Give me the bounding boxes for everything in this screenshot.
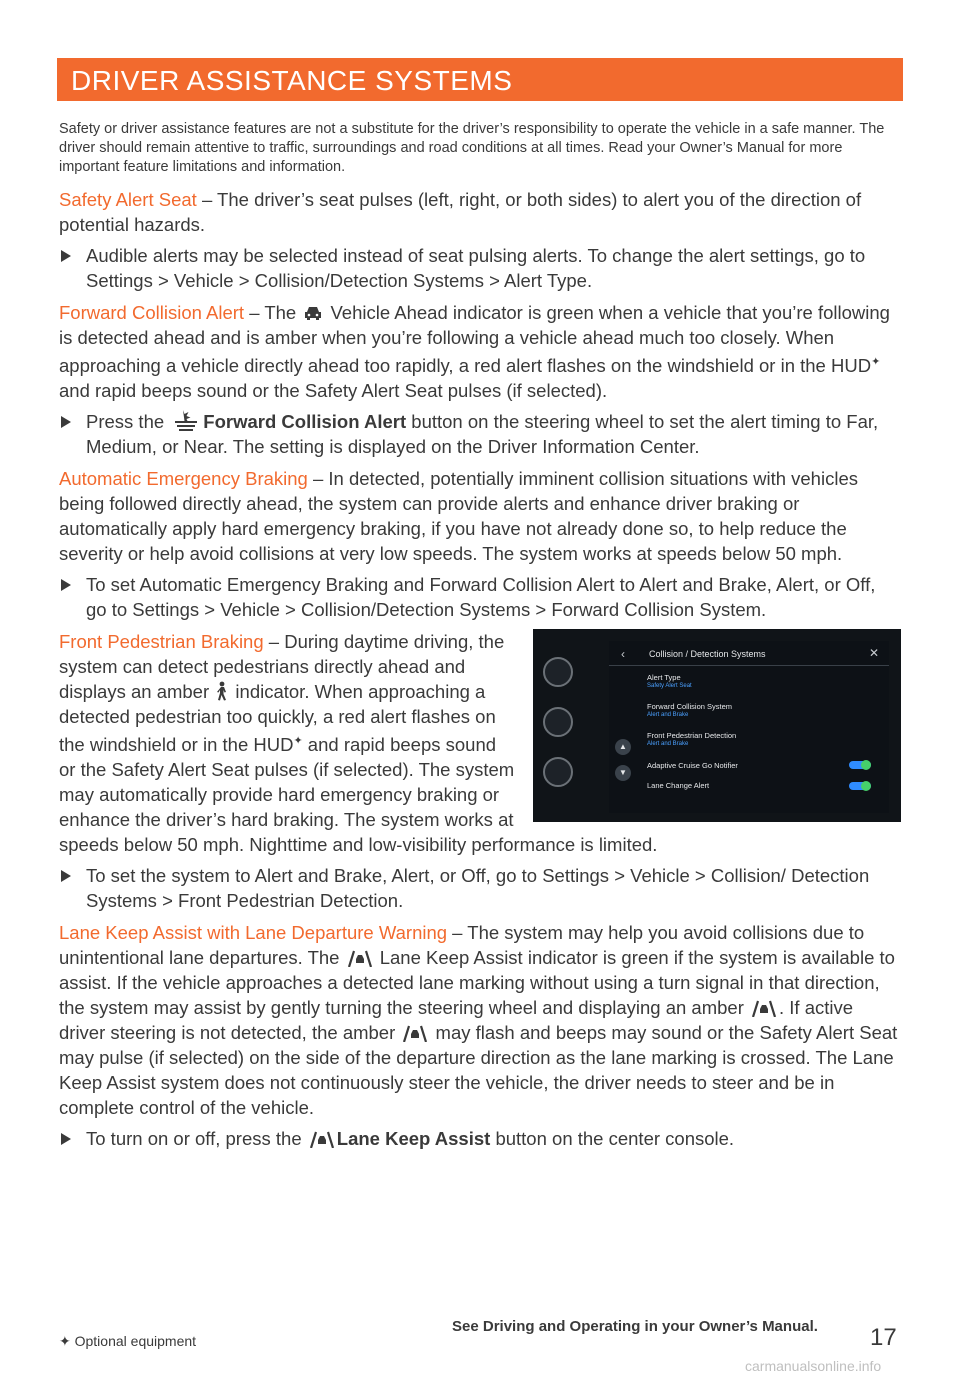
optional-equipment-footnote: ✦ Optional equipment bbox=[59, 1333, 197, 1349]
aeb-bullet bbox=[59, 572, 901, 622]
bullet-arrow-icon bbox=[61, 870, 71, 882]
vehicle-ahead-icon bbox=[303, 304, 323, 322]
row-value: Alert and Brake bbox=[647, 741, 689, 748]
dial-knob-icon bbox=[543, 757, 573, 787]
settings-row-acc-go-notifier[interactable] bbox=[647, 761, 738, 770]
pedestrian-bullet-text: To set the system to Alert and Brake, Alert, or Off, go to Settings > Vehicle > Collision/ Detection Systems > Front Pedestrian Detection. bbox=[86, 865, 870, 912]
row-label: Adaptive Cruise Go Notifier bbox=[647, 761, 738, 771]
settings-row-alert-type[interactable] bbox=[647, 673, 692, 689]
aeb-text: – In detected, potentially imminent collision situations with vehicles being followed directly ahead, the system can provide alerts and enhance driver braking or automatically apply hard emergency braking, if you have not already done so, to help reduce the severity or help avoid collisions at very low speeds. The system works at speeds below 50 mph. bbox=[59, 468, 858, 565]
forward-collision-text: – The bbox=[244, 302, 302, 323]
forward-collision-heading: Forward Collision Alert bbox=[59, 302, 245, 323]
disclaimer: Safety or driver assistance features are not a substitute for the driver’s responsibility to operate the vehicle in a safe manner. The driver should remain attentive to traffic, surroundings and road conditions at all times. Read your Owner’s Manual for more important feature limitations and information. bbox=[59, 121, 885, 175]
pedestrian-text: indicator. When approaching a detected pedestrian too quickly, a red alert flashes on the windshield or in the HUD bbox=[59, 681, 496, 756]
section-banner bbox=[57, 58, 903, 101]
aeb-paragraph bbox=[59, 466, 901, 566]
close-icon[interactable]: ✕ bbox=[868, 646, 879, 661]
pedestrian-heading: Front Pedestrian Braking bbox=[59, 631, 264, 653]
row-label: Alert Type bbox=[647, 673, 681, 683]
row-label: Front Pedestrian Detection bbox=[647, 731, 737, 741]
lane-change-alert-toggle[interactable] bbox=[849, 782, 871, 790]
scroll-up-icon[interactable]: ▲ bbox=[615, 739, 631, 755]
aeb-bullet-text: To set Automatic Emergency Braking and Forward Collision Alert to Alert and Brake, Alert, or Off, go to Settings > Vehicle > Collision/Detection Systems > Forward Collision System. bbox=[86, 574, 876, 621]
pedestrian-icon bbox=[216, 681, 228, 701]
row-value: Safety Alert Seat bbox=[647, 683, 692, 690]
forward-collision-text: Vehicle Ahead indicator is green when a vehicle that you’re following is detected ahead and is amber when you’re following a vehicle ahead much too closely. When approaching a vehicle directly ahead too rapidly, a red alert flashes on the windshield or in the HUD bbox=[59, 302, 890, 377]
settings-row-pedestrian[interactable] bbox=[647, 731, 736, 747]
pedestrian-text: – During daytime driving, the system can detect pedestrians directly ahead and displays an amber bbox=[59, 631, 505, 703]
lane-keep-assist-icon bbox=[309, 1130, 335, 1148]
forward-collision-paragraph bbox=[59, 300, 901, 403]
divider bbox=[609, 665, 889, 666]
safety-alert-bullet bbox=[59, 243, 901, 293]
lane-keep-assist-icon bbox=[751, 999, 777, 1017]
safety-alert-heading: Safety Alert Seat bbox=[59, 189, 197, 210]
back-icon[interactable]: ‹ bbox=[621, 647, 625, 662]
pedestrian-bullet bbox=[59, 863, 901, 913]
row-label: Lane Change Alert bbox=[647, 781, 710, 791]
lane-keep-text: – The system may help you avoid collisions due to unintentional lane departures. The bbox=[59, 922, 865, 969]
lane-keep-text: may flash and beeps may sound or the Safety Alert Seat may pulse (if selected) on the side of the departure direction as the lane marking is crossed. The Lane Keep Assist system does not continuously steer the vehicle, the driver needs to steer and be in complete control of the vehicle. bbox=[59, 1022, 898, 1119]
screen-title: Collision / Detection Systems bbox=[649, 649, 766, 660]
optional-mark: ✦ bbox=[871, 356, 881, 368]
see-owners-manual-note: See Driving and Operating in your Owner’s Manual. bbox=[452, 1318, 818, 1335]
bullet-text: button on the center console. bbox=[490, 1128, 735, 1150]
dial-knob-icon bbox=[543, 657, 573, 687]
bullet-text: button on the steering wheel to set the alert timing to Far, Medium, or Near. The setting is displayed on the Driver Information Center. bbox=[86, 411, 879, 458]
lane-keep-text: . If active driver steering is not detected, the amber bbox=[59, 997, 854, 1044]
optional-mark: ✦ bbox=[293, 735, 303, 748]
lane-keep-text: Lane Keep Assist indicator is green if the system is available to assist. If the vehicle approaches a detected lane marking without using a turn signal in that direction, the system may assist by gently turning the steering wheel and displaying an amber bbox=[59, 947, 895, 1019]
bullet-arrow-icon bbox=[61, 250, 71, 262]
scroll-down-icon[interactable]: ▼ bbox=[615, 765, 631, 781]
forward-collision-bullet bbox=[59, 409, 901, 459]
row-label: Forward Collision System bbox=[647, 702, 733, 712]
forward-collision-text: and rapid beeps sound or the Safety Alert Seat pulses (if selected). bbox=[59, 380, 608, 402]
settings-row-forward-collision[interactable] bbox=[647, 702, 732, 718]
bullet-arrow-icon bbox=[61, 579, 71, 591]
lane-keep-assist-icon bbox=[347, 949, 373, 967]
bullet-arrow-icon bbox=[61, 416, 71, 428]
forward-collision-alert-icon bbox=[171, 409, 201, 431]
page-number: 17 bbox=[870, 1324, 897, 1351]
bullet-text: Press the bbox=[86, 411, 170, 433]
bullet-text: To turn on or off, press the bbox=[86, 1128, 307, 1150]
aeb-heading: Automatic Emergency Braking bbox=[59, 468, 308, 490]
bullet-arrow-icon bbox=[61, 1133, 71, 1145]
watermark: carmanualsonline.info bbox=[745, 1358, 882, 1374]
pedestrian-text: and rapid beeps sound or the Safety Alert Seat pulses (if selected). The system may automatically provide hard emergency braking or enhance the driver’s hard braking. The system works at speeds below 50 mph. Nighttime and low-visibility performance is limited. bbox=[59, 734, 658, 856]
safety-alert-text: – The driver’s seat pulses (left, right, or both sides) to alert you of the direction of potential hazards. bbox=[59, 189, 862, 235]
content bbox=[59, 120, 901, 1158]
infotainment-screen bbox=[609, 641, 889, 813]
acc-go-notifier-toggle[interactable] bbox=[849, 761, 871, 769]
safety-alert-bullet-text: Audible alerts may be selected instead of seat pulsing alerts. To change the alert settings, go to Settings > Vehicle > Collision/Detection Systems > Alert Type. bbox=[86, 245, 866, 291]
dial-knob-icon bbox=[543, 707, 573, 737]
lane-keep-paragraph bbox=[59, 920, 901, 1120]
section-title: DRIVER ASSISTANCE SYSTEMS bbox=[71, 65, 513, 96]
row-value: Alert and Brake bbox=[647, 712, 689, 719]
lane-keep-assist-icon bbox=[402, 1024, 428, 1042]
lane-keep-heading: Lane Keep Assist with Lane Departure Warning bbox=[59, 922, 448, 944]
safety-alert-paragraph bbox=[59, 187, 901, 237]
forward-collision-button-label: Forward Collision Alert bbox=[203, 411, 407, 433]
lane-keep-bullet bbox=[59, 1126, 901, 1151]
lane-keep-button-label: Lane Keep Assist bbox=[336, 1128, 491, 1150]
settings-row-lane-change-alert[interactable] bbox=[647, 781, 709, 790]
collision-settings-screen-photo bbox=[533, 629, 901, 822]
